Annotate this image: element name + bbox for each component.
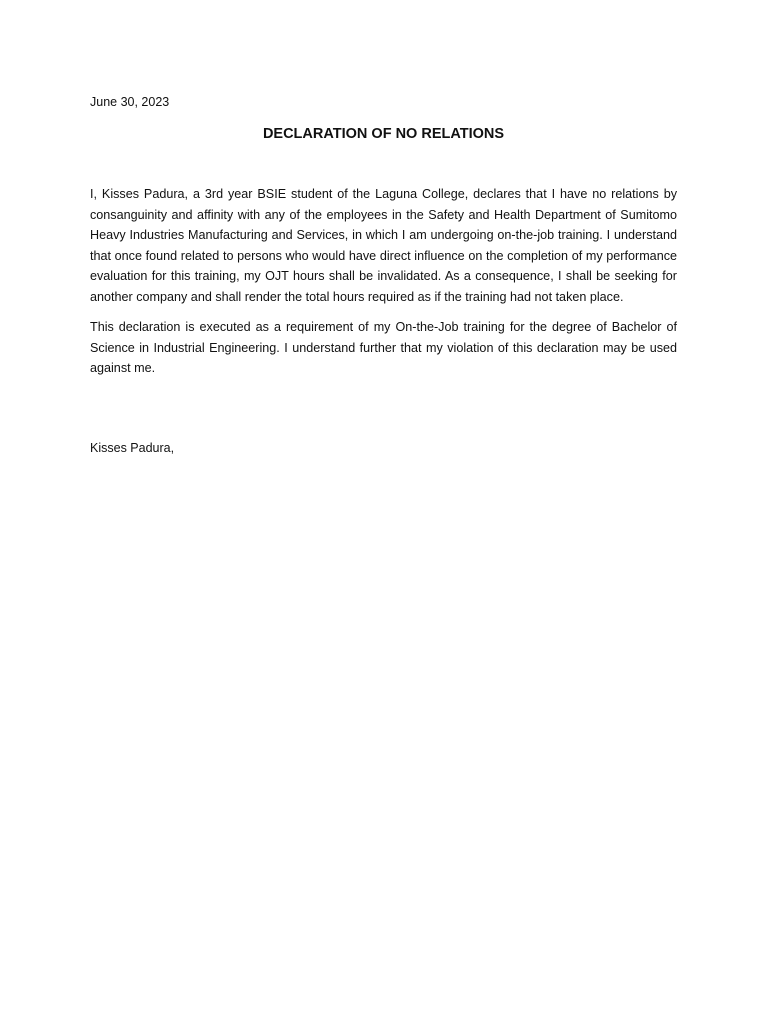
declaration-paragraph: I, Kisses Padura, a 3rd year BSIE student of the Laguna College, declares that I have no relations by consanguinity and affinity with any of the employees in the Safety and Health Department of Sumitomo Heavy Industries Manufacturing and Services, in which I am undergoing on-the-job training. I understand that once found related to persons who would have direct influence on the completion of my performance evaluation for this training, my OJT hours shall be invalidated. As a consequence, I shall be seeking for another company and shall render the total hours required as if the training had not taken place. <box>90 187 677 304</box>
requirement-paragraph: This declaration is executed as a requirement of my On-the-Job training for the degree of Bachelor of Science in Industrial Engineering. I understand further that my violation of this declaration may be used against me. <box>90 320 677 375</box>
document-body <box>90 184 677 379</box>
signature-name: Kisses Padura, <box>90 441 175 455</box>
document-title: DECLARATION OF NO RELATIONS <box>262 126 505 142</box>
document-date: June 30, 2023 <box>90 95 170 109</box>
